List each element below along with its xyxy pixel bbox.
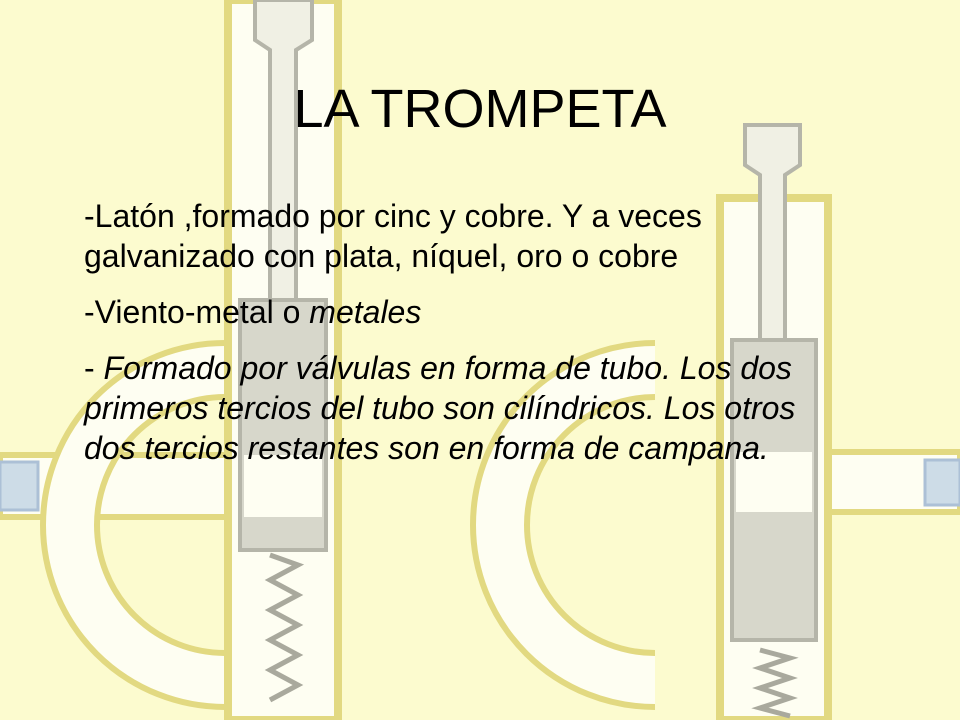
slide-body [84, 196, 844, 484]
bullet-family [84, 292, 844, 332]
bullet-shape [84, 348, 844, 468]
bullet-family-prefix: -Viento-metal o [84, 294, 310, 330]
bullet-shape-italic: Formado por válvulas en forma de tubo. Los dos primeros tercios del tubo son cilíndricos. Los otros dos tercios restantes son en forma de campana. [84, 350, 796, 466]
slide-title: LA TROMPETA [293, 79, 667, 139]
bullet-family-italic: metales [309, 294, 422, 330]
bullet-material: -Latón ,formado por cinc y cobre. Y a veces galvanizado con plata, níquel, oro o cobre [84, 198, 702, 274]
bullet-shape-prefix: - [84, 350, 104, 386]
